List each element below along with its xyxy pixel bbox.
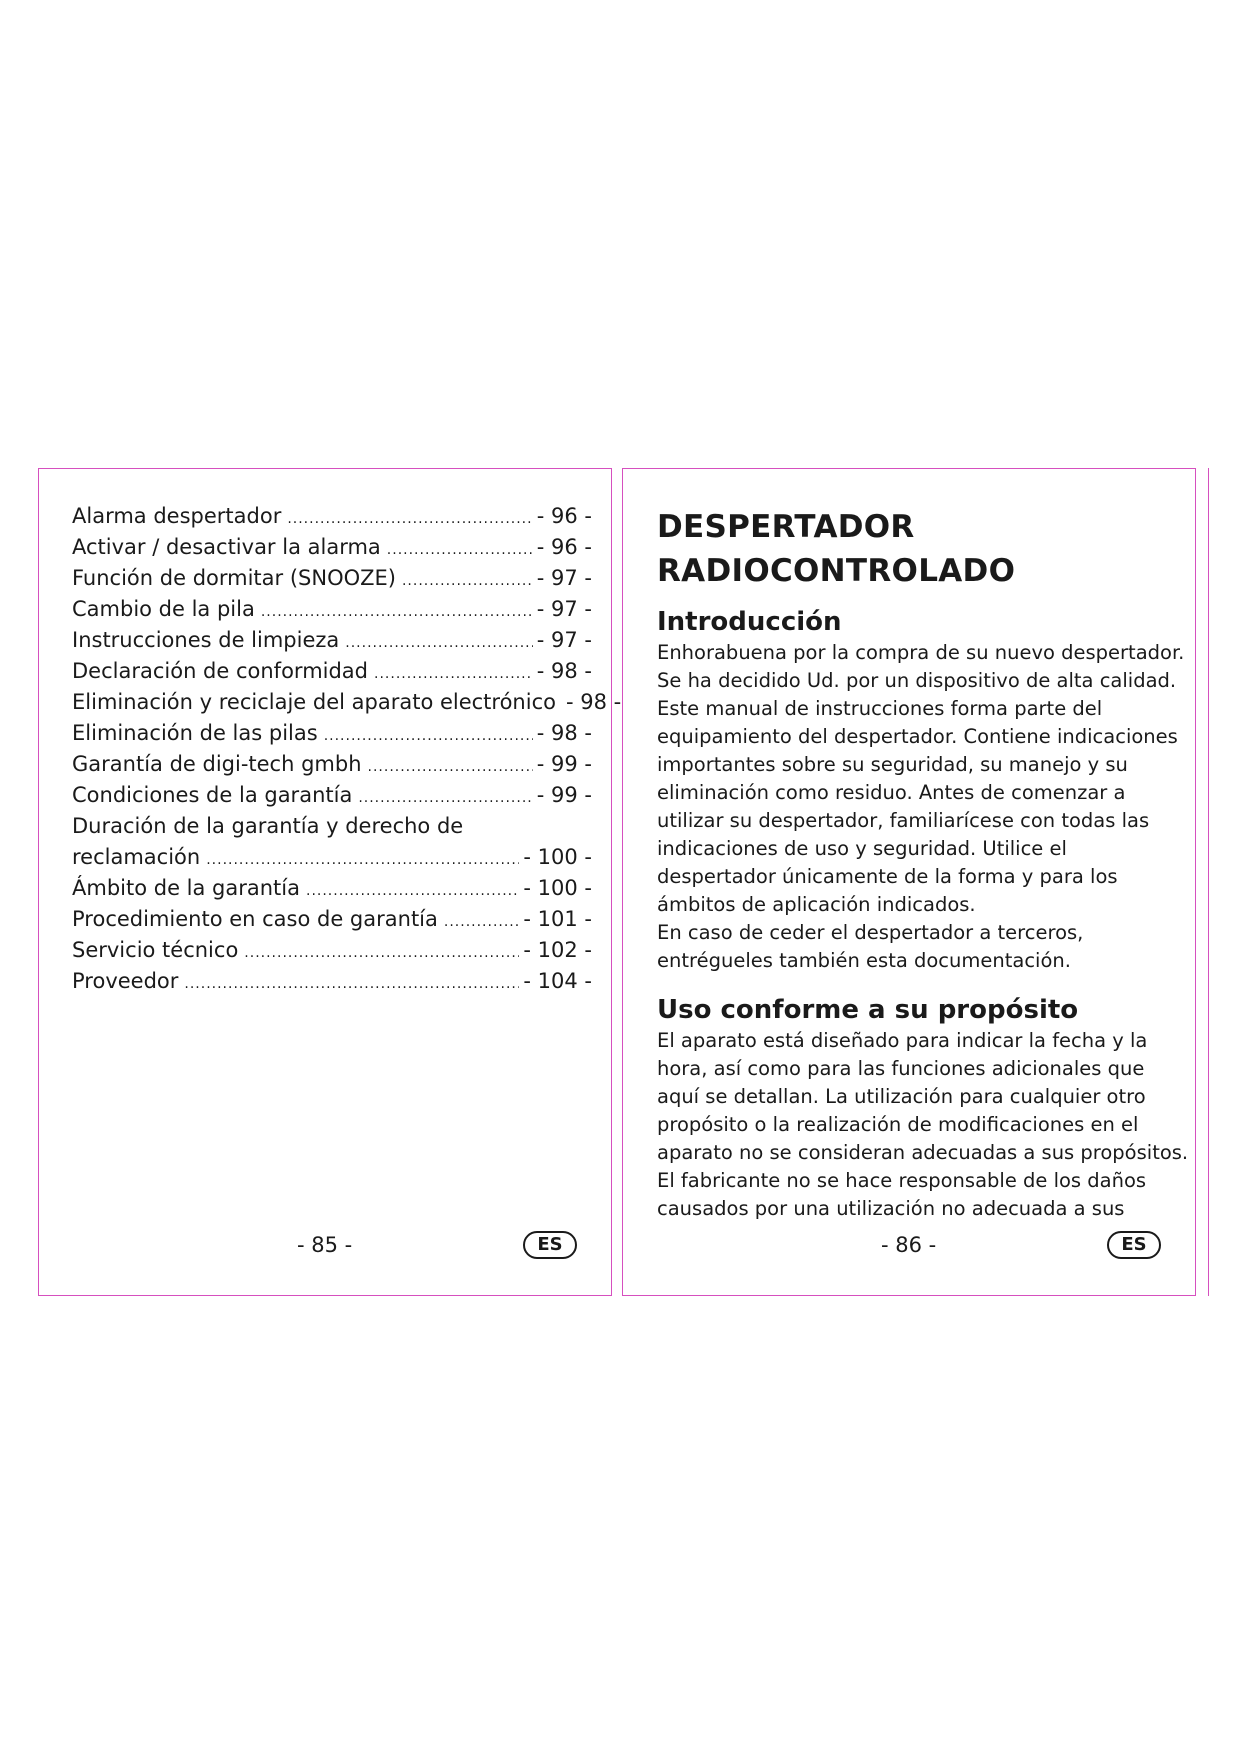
toc-entry-page: - 96 -: [536, 504, 592, 528]
toc-entry-page: - 98 -: [536, 659, 592, 683]
toc-entry: [72, 842, 592, 873]
page-title-line-1: DESPERTADOR: [657, 509, 915, 545]
toc-leader-dots: [368, 752, 533, 783]
toc-entry-title: Servicio técnico: [72, 938, 239, 962]
toc-entry-page: - 97 -: [536, 597, 592, 621]
toc-leader-dots: [345, 628, 532, 659]
toc-entry-page: - 96 -: [536, 535, 592, 559]
paragraph-line: hora, así como para las funciones adicionales que: [657, 1057, 1145, 1080]
toc-entry-title: Eliminación de las pilas: [72, 721, 318, 745]
toc-entry: [72, 904, 592, 935]
paragraph-line: eliminación como residuo. Antes de comenzar a: [657, 781, 1126, 804]
paragraph-line: equipamiento del despertador. Contiene indicaciones: [657, 725, 1178, 748]
toc-entry-title: Activar / desactivar la alarma: [72, 535, 381, 559]
toc-entry-title: Cambio de la pila: [72, 597, 255, 621]
section-heading-intended-use: Uso conforme a su propósito: [657, 995, 1079, 1025]
toc-entry-page: - 98 -: [536, 721, 592, 745]
toc-entry-title: reclamación: [72, 845, 201, 869]
toc-entry-page: - 99 -: [536, 752, 592, 776]
toc-entry-title: Eliminación y reciclaje del aparato electrónico: [72, 690, 556, 714]
paragraph-line: aparato no se consideran adecuadas a sus propósitos.: [657, 1141, 1189, 1164]
left-page: [38, 468, 622, 1296]
paragraph-line: Este manual de instrucciones forma parte del: [657, 697, 1103, 720]
paragraph-line: despertador únicamente de la forma y para los: [657, 865, 1118, 888]
language-badge: ES: [523, 1231, 577, 1259]
toc-leader-dots: [206, 845, 519, 876]
toc-leader-dots: [402, 566, 533, 597]
toc-entry-page: - 99 -: [536, 783, 592, 807]
toc-entry: [72, 811, 592, 842]
toc-entry-page: - 100 -: [523, 876, 592, 900]
paragraph-line: causados por una utilización no adecuada a sus: [657, 1197, 1125, 1220]
toc-entry: [72, 718, 592, 749]
toc-entry: [72, 966, 592, 997]
paragraph-line: aquí se detallan. La utilización para cualquier otro: [657, 1085, 1146, 1108]
toc-leader-dots: [387, 535, 533, 566]
page-title-line-2: RADIOCONTROLADO: [657, 553, 1016, 589]
toc-entry-title: Duración de la garantía y derecho de: [72, 814, 464, 838]
toc-entry-title: Alarma despertador: [72, 504, 282, 528]
toc-entry: [72, 532, 592, 563]
toc-leader-dots: [358, 783, 532, 814]
toc-entry-title: Condiciones de la garantía: [72, 783, 353, 807]
toc-entry-page: - 97 -: [536, 566, 592, 590]
toc-leader-dots: [244, 938, 519, 969]
paragraph-line: indicaciones de uso y seguridad. Utilice el: [657, 837, 1067, 860]
toc-entry-page: - 100 -: [523, 845, 592, 869]
toc-entry: [72, 687, 622, 718]
toc-entry: [72, 780, 592, 811]
paragraph-line: importantes sobre su seguridad, su manejo y su: [657, 753, 1128, 776]
paragraph-line: utilizar su despertador, familiarícese con todas las: [657, 809, 1150, 832]
toc-entry-page: - 102 -: [523, 938, 592, 962]
page-content: [657, 505, 1189, 1223]
paragraph-line: Se ha decidido Ud. por un dispositivo de alta calidad.: [657, 669, 1177, 692]
paragraph-line: ámbitos de aplicación indicados.: [657, 893, 976, 916]
toc-entry: [72, 625, 592, 656]
right-page: [622, 468, 1196, 1296]
toc-entry: [72, 656, 592, 687]
table-of-contents: [72, 501, 622, 997]
toc-leader-dots: [324, 721, 533, 752]
toc-entry-title: Garantía de digi-tech gmbh: [72, 752, 362, 776]
toc-entry-title: Instrucciones de limpieza: [72, 628, 340, 652]
toc-entry-page: - 98 -: [565, 690, 622, 714]
toc-entry: [72, 594, 592, 625]
toc-entry: [72, 749, 592, 780]
section-heading-introduction: Introducción: [657, 607, 842, 637]
toc-leader-dots: [184, 969, 519, 1000]
paragraph-line: En caso de ceder el despertador a terceros,: [657, 921, 1084, 944]
toc-leader-dots: [306, 876, 519, 907]
toc-entry: [72, 501, 592, 532]
next-page-edge: [1208, 468, 1209, 1296]
toc-leader-dots: [444, 907, 520, 938]
toc-entry-title: Ámbito de la garantía: [72, 876, 300, 900]
toc-entry-page: - 97 -: [536, 628, 592, 652]
language-badge: ES: [1107, 1231, 1161, 1259]
page-number: - 86 -: [881, 1233, 937, 1257]
paragraph-line: El fabricante no se hace responsable de los daños: [657, 1169, 1147, 1192]
toc-entry: [72, 873, 592, 904]
toc-entry-title: Declaración de conformidad: [72, 659, 369, 683]
toc-entry-title: Función de dormitar (SNOOZE): [72, 566, 396, 590]
paragraph-line: El aparato está diseñado para indicar la fecha y la: [657, 1029, 1148, 1052]
toc-entry: [72, 563, 592, 594]
toc-leader-dots: [261, 597, 533, 628]
toc-leader-dots: [374, 659, 533, 690]
toc-leader-dots: [287, 504, 532, 535]
toc-entry-title: Procedimiento en caso de garantía: [72, 907, 438, 931]
paragraph-line: propósito o la realización de modificaciones en el: [657, 1113, 1139, 1136]
paragraph-line: Enhorabuena por la compra de su nuevo despertador.: [657, 641, 1185, 664]
toc-entry-page: - 101 -: [523, 907, 592, 931]
toc-entry: [72, 935, 592, 966]
page-number: - 85 -: [297, 1233, 353, 1257]
toc-entry-page: - 104 -: [523, 969, 592, 993]
toc-entry-title: Proveedor: [72, 969, 179, 993]
paragraph-line: entrégueles también esta documentación.: [657, 949, 1071, 972]
